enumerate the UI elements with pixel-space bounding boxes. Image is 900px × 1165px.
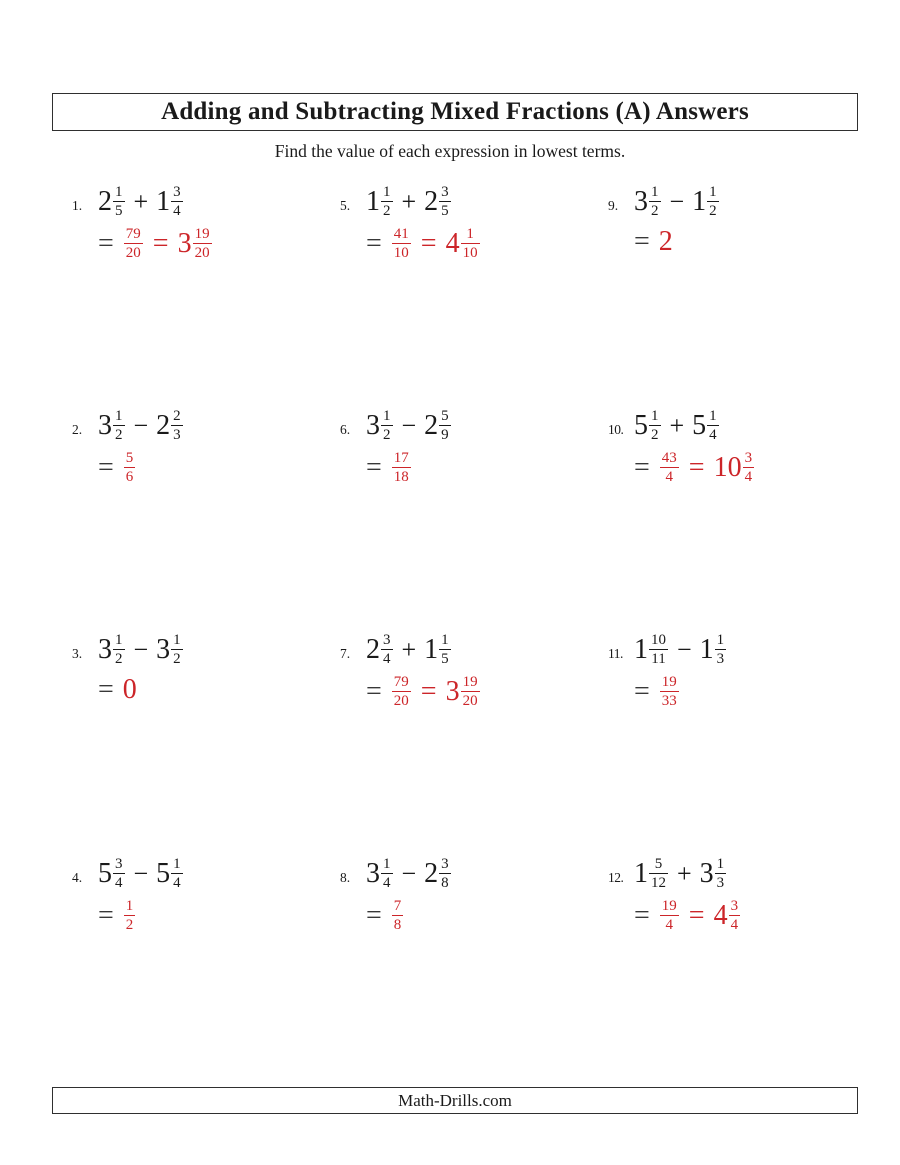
numerator: 1 bbox=[115, 184, 123, 200]
numerator: 1 bbox=[716, 856, 725, 872]
denominator: 3 bbox=[716, 650, 725, 667]
fraction bbox=[439, 632, 451, 667]
fraction bbox=[439, 184, 451, 219]
answer-value bbox=[446, 676, 481, 707]
problem-expression bbox=[608, 856, 866, 891]
equals-sign: = bbox=[634, 452, 650, 483]
plus-operator: + bbox=[669, 411, 685, 440]
problem-expression bbox=[340, 184, 598, 219]
whole-number: 1 bbox=[156, 186, 171, 217]
problem bbox=[598, 854, 866, 1078]
problem-number: 9. bbox=[608, 198, 619, 213]
denominator: 18 bbox=[393, 468, 409, 485]
whole-number: 1 bbox=[692, 186, 707, 217]
denominator: 12 bbox=[651, 874, 666, 891]
answer-value bbox=[123, 674, 137, 705]
instructions-text: Find the value of each expression in lowest terms. bbox=[274, 141, 626, 161]
mixed-number bbox=[634, 410, 662, 441]
denominator: 2 bbox=[125, 916, 134, 933]
fraction bbox=[381, 184, 393, 219]
minus-operator: − bbox=[401, 859, 417, 888]
whole-number: 1 bbox=[634, 634, 648, 665]
whole-number: 4 bbox=[445, 228, 460, 259]
denominator: 2 bbox=[173, 650, 181, 667]
numerator: 3 bbox=[383, 632, 391, 648]
whole-number: 5 bbox=[98, 858, 112, 889]
equals-sign: = bbox=[366, 676, 382, 707]
fraction bbox=[660, 450, 679, 485]
numerator: 1 bbox=[709, 184, 717, 200]
whole-number: 2 bbox=[98, 186, 112, 217]
whole-number: 1 bbox=[634, 858, 648, 889]
problem-expression bbox=[72, 632, 330, 667]
whole-number: 0 bbox=[122, 674, 137, 705]
problem-expression bbox=[608, 408, 866, 443]
equals-sign: = bbox=[152, 228, 169, 259]
numerator: 79 bbox=[393, 674, 409, 690]
mixed-number bbox=[424, 858, 452, 889]
numerator: 1 bbox=[651, 408, 659, 424]
numerator: 1 bbox=[383, 184, 391, 200]
mixed-number bbox=[366, 186, 394, 217]
equals-sign: = bbox=[366, 900, 382, 931]
numerator: 1 bbox=[383, 856, 391, 872]
fraction bbox=[649, 184, 661, 219]
mixed-number bbox=[700, 634, 728, 665]
denominator: 11 bbox=[651, 650, 666, 667]
equals-sign: = bbox=[366, 452, 382, 483]
denominator: 3 bbox=[173, 426, 181, 443]
denominator: 20 bbox=[393, 692, 409, 709]
fraction bbox=[461, 674, 480, 709]
title-box bbox=[52, 93, 858, 131]
problem bbox=[330, 406, 598, 630]
fraction bbox=[124, 226, 143, 261]
problem-expression bbox=[608, 184, 866, 219]
denominator: 5 bbox=[441, 202, 449, 219]
fraction bbox=[171, 632, 183, 667]
denominator: 5 bbox=[115, 202, 123, 219]
mixed-number bbox=[366, 410, 394, 441]
fraction bbox=[124, 450, 136, 485]
problem bbox=[598, 182, 866, 406]
fraction bbox=[171, 408, 183, 443]
plus-operator: + bbox=[401, 187, 417, 216]
problem-expression bbox=[72, 856, 330, 891]
denominator: 8 bbox=[441, 874, 449, 891]
fraction bbox=[171, 856, 183, 891]
denominator: 10 bbox=[462, 244, 478, 261]
problem-answer bbox=[340, 674, 598, 709]
plus-operator: + bbox=[401, 635, 417, 664]
equals-sign: = bbox=[98, 228, 114, 259]
answer-value bbox=[446, 228, 481, 259]
whole-number: 3 bbox=[98, 634, 112, 665]
fraction bbox=[461, 226, 480, 261]
fraction bbox=[124, 898, 136, 933]
fraction bbox=[381, 632, 393, 667]
denominator: 4 bbox=[173, 202, 181, 219]
mixed-number bbox=[366, 858, 394, 889]
answer-value bbox=[123, 228, 144, 259]
numerator: 1 bbox=[651, 184, 659, 200]
mixed-number bbox=[692, 186, 720, 217]
answer-value bbox=[391, 452, 412, 483]
plus-operator: + bbox=[133, 187, 149, 216]
denominator: 33 bbox=[661, 692, 677, 709]
fraction bbox=[649, 856, 668, 891]
fraction bbox=[113, 632, 125, 667]
denominator: 20 bbox=[125, 244, 141, 261]
answer-value bbox=[178, 228, 213, 259]
denominator: 4 bbox=[665, 468, 674, 485]
answer-value bbox=[714, 452, 756, 483]
numerator: 7 bbox=[393, 898, 402, 914]
mixed-number bbox=[700, 858, 728, 889]
numerator: 3 bbox=[744, 450, 753, 466]
numerator: 1 bbox=[461, 226, 480, 244]
whole-number: 3 bbox=[98, 410, 112, 441]
numerator: 1 bbox=[716, 632, 725, 648]
problem-answer bbox=[72, 450, 330, 485]
denominator: 4 bbox=[173, 874, 181, 891]
whole-number: 5 bbox=[692, 410, 707, 441]
denominator: 3 bbox=[716, 874, 725, 891]
numerator: 3 bbox=[115, 856, 123, 872]
problem-answer bbox=[340, 450, 598, 485]
denominator: 2 bbox=[115, 650, 123, 667]
fraction bbox=[649, 408, 661, 443]
fraction bbox=[392, 898, 404, 933]
denominator: 6 bbox=[125, 468, 134, 485]
denominator: 2 bbox=[383, 202, 391, 219]
numerator: 2 bbox=[173, 408, 181, 424]
problem-answer bbox=[608, 674, 866, 709]
whole-number: 3 bbox=[634, 186, 648, 217]
numerator: 1 bbox=[173, 632, 181, 648]
fraction bbox=[392, 450, 411, 485]
numerator: 10 bbox=[651, 632, 666, 648]
numerator: 17 bbox=[393, 450, 409, 466]
denominator: 4 bbox=[744, 468, 753, 485]
fraction bbox=[715, 632, 727, 667]
denominator: 4 bbox=[383, 650, 391, 667]
numerator: 1 bbox=[115, 632, 123, 648]
problem-number: 2. bbox=[72, 422, 83, 437]
answer-value bbox=[659, 452, 680, 483]
problem-number: 11. bbox=[608, 646, 623, 661]
numerator: 3 bbox=[173, 184, 181, 200]
denominator: 4 bbox=[665, 916, 674, 933]
whole-number: 1 bbox=[424, 634, 439, 665]
whole-number: 1 bbox=[699, 634, 714, 665]
equals-sign: = bbox=[420, 676, 437, 707]
fraction bbox=[392, 674, 411, 709]
problem-number: 1. bbox=[72, 198, 83, 213]
numerator: 41 bbox=[393, 226, 409, 242]
problem bbox=[330, 182, 598, 406]
numerator: 3 bbox=[441, 184, 449, 200]
fraction bbox=[113, 184, 125, 219]
fraction bbox=[715, 856, 727, 891]
denominator: 2 bbox=[383, 426, 391, 443]
problem-expression bbox=[340, 632, 598, 667]
numerator: 1 bbox=[383, 408, 391, 424]
numerator: 3 bbox=[730, 898, 739, 914]
whole-number: 3 bbox=[177, 228, 192, 259]
whole-number: 2 bbox=[366, 634, 380, 665]
equals-sign: = bbox=[366, 228, 382, 259]
numerator: 5 bbox=[649, 856, 668, 874]
problem-answer bbox=[340, 226, 598, 261]
numerator: 5 bbox=[125, 450, 134, 466]
fraction bbox=[660, 674, 679, 709]
fraction bbox=[439, 856, 451, 891]
mixed-number bbox=[634, 858, 669, 889]
numerator: 3 bbox=[441, 856, 449, 872]
fraction bbox=[707, 408, 719, 443]
problem bbox=[62, 854, 330, 1078]
numerator: 1 bbox=[125, 898, 134, 914]
mixed-number bbox=[98, 858, 126, 889]
answer-value bbox=[123, 900, 137, 931]
answer-value bbox=[391, 676, 412, 707]
problem bbox=[62, 182, 330, 406]
denominator: 4 bbox=[730, 916, 739, 933]
equals-sign: = bbox=[98, 674, 114, 705]
denominator: 20 bbox=[194, 244, 210, 261]
mixed-number bbox=[156, 186, 184, 217]
answer-value bbox=[123, 452, 137, 483]
problem bbox=[62, 406, 330, 630]
numerator: 1 bbox=[709, 408, 717, 424]
whole-number: 2 bbox=[424, 858, 439, 889]
fraction bbox=[743, 450, 755, 485]
problem bbox=[598, 630, 866, 854]
problem-number: 4. bbox=[72, 870, 83, 885]
mixed-number bbox=[366, 634, 394, 665]
problem-number: 6. bbox=[340, 422, 351, 437]
whole-number: 5 bbox=[634, 410, 648, 441]
denominator: 2 bbox=[709, 202, 717, 219]
mixed-number bbox=[424, 634, 452, 665]
whole-number: 2 bbox=[424, 410, 439, 441]
equals-sign: = bbox=[688, 900, 705, 931]
minus-operator: − bbox=[669, 187, 685, 216]
problem-number: 5. bbox=[340, 198, 351, 213]
numerator: 1 bbox=[115, 408, 123, 424]
denominator: 5 bbox=[441, 650, 449, 667]
problem-answer bbox=[608, 226, 866, 258]
mixed-number bbox=[98, 410, 126, 441]
whole-number: 4 bbox=[713, 900, 728, 931]
problem-answer bbox=[340, 898, 598, 933]
denominator: 8 bbox=[393, 916, 402, 933]
problem bbox=[330, 630, 598, 854]
problem-number: 8. bbox=[340, 870, 351, 885]
numerator: 1 bbox=[441, 632, 449, 648]
equals-sign: = bbox=[688, 452, 705, 483]
equals-sign: = bbox=[98, 452, 114, 483]
problem-answer bbox=[72, 226, 330, 261]
problem-expression bbox=[340, 856, 598, 891]
page-title: Adding and Subtracting Mixed Fractions (A) Answers bbox=[161, 98, 749, 125]
denominator: 20 bbox=[462, 692, 478, 709]
whole-number: 3 bbox=[156, 634, 171, 665]
mixed-number bbox=[634, 634, 669, 665]
equals-sign: = bbox=[634, 226, 650, 257]
problem bbox=[598, 406, 866, 630]
equals-sign: = bbox=[98, 900, 114, 931]
equals-sign: = bbox=[634, 676, 650, 707]
denominator: 2 bbox=[651, 202, 659, 219]
whole-number: 5 bbox=[156, 858, 171, 889]
problem-number: 12. bbox=[608, 870, 624, 885]
minus-operator: − bbox=[133, 635, 149, 664]
problem-answer bbox=[608, 898, 866, 933]
denominator: 4 bbox=[709, 426, 717, 443]
fraction bbox=[193, 226, 212, 261]
problem-answer bbox=[72, 898, 330, 933]
fraction bbox=[381, 856, 393, 891]
whole-number: 1 bbox=[366, 186, 380, 217]
whole-number: 3 bbox=[699, 858, 714, 889]
denominator: 10 bbox=[393, 244, 409, 261]
problem-number: 7. bbox=[340, 646, 351, 661]
mixed-number bbox=[98, 634, 126, 665]
fraction bbox=[729, 898, 741, 933]
numerator: 19 bbox=[661, 674, 677, 690]
problems-grid bbox=[62, 182, 866, 1078]
numerator: 5 bbox=[441, 408, 449, 424]
problem bbox=[62, 630, 330, 854]
mixed-number bbox=[156, 858, 184, 889]
whole-number: 2 bbox=[424, 186, 439, 217]
fraction bbox=[649, 632, 668, 667]
minus-operator: − bbox=[677, 635, 692, 664]
numerator: 19 bbox=[194, 226, 210, 242]
whole-number: 2 bbox=[156, 410, 171, 441]
equals-sign: = bbox=[634, 900, 650, 931]
answer-value bbox=[659, 226, 673, 257]
footer-box bbox=[52, 1087, 858, 1114]
plus-operator: + bbox=[677, 859, 692, 888]
mixed-number bbox=[634, 186, 662, 217]
minus-operator: − bbox=[133, 859, 149, 888]
fraction bbox=[171, 184, 183, 219]
problem-expression bbox=[340, 408, 598, 443]
answer-value bbox=[659, 676, 680, 707]
problem-number: 3. bbox=[72, 646, 83, 661]
mixed-number bbox=[156, 410, 184, 441]
mixed-number bbox=[424, 410, 452, 441]
problem-expression bbox=[72, 408, 330, 443]
whole-number: 10 bbox=[713, 452, 742, 483]
mixed-number bbox=[98, 186, 126, 217]
mixed-number bbox=[692, 410, 720, 441]
problem-number: 10. bbox=[608, 422, 624, 437]
denominator: 9 bbox=[441, 426, 449, 443]
fraction bbox=[707, 184, 719, 219]
fraction bbox=[381, 408, 393, 443]
fraction bbox=[113, 856, 125, 891]
fraction bbox=[392, 226, 411, 261]
mixed-number bbox=[156, 634, 184, 665]
answer-value bbox=[391, 900, 405, 931]
mixed-number bbox=[424, 186, 452, 217]
fraction bbox=[113, 408, 125, 443]
numerator: 1 bbox=[173, 856, 181, 872]
problem-answer bbox=[72, 674, 330, 706]
numerator: 19 bbox=[462, 674, 478, 690]
whole-number: 3 bbox=[445, 676, 460, 707]
answer-value bbox=[659, 900, 680, 931]
answer-value bbox=[714, 900, 742, 931]
denominator: 4 bbox=[383, 874, 391, 891]
whole-number: 3 bbox=[366, 858, 380, 889]
problem-expression bbox=[608, 632, 866, 667]
minus-operator: − bbox=[133, 411, 149, 440]
denominator: 4 bbox=[115, 874, 123, 891]
fraction bbox=[660, 898, 679, 933]
footer-brand: Math-Drills.com bbox=[398, 1090, 512, 1110]
whole-number: 2 bbox=[658, 226, 673, 257]
problem bbox=[330, 854, 598, 1078]
denominator: 2 bbox=[651, 426, 659, 443]
whole-number: 3 bbox=[366, 410, 380, 441]
denominator: 2 bbox=[115, 426, 123, 443]
numerator: 79 bbox=[125, 226, 141, 242]
problem-expression bbox=[72, 184, 330, 219]
numerator: 43 bbox=[661, 450, 677, 466]
equals-sign: = bbox=[420, 228, 437, 259]
fraction bbox=[439, 408, 451, 443]
problem-answer bbox=[608, 450, 866, 485]
answer-value bbox=[391, 228, 412, 259]
numerator: 19 bbox=[661, 898, 677, 914]
minus-operator: − bbox=[401, 411, 417, 440]
